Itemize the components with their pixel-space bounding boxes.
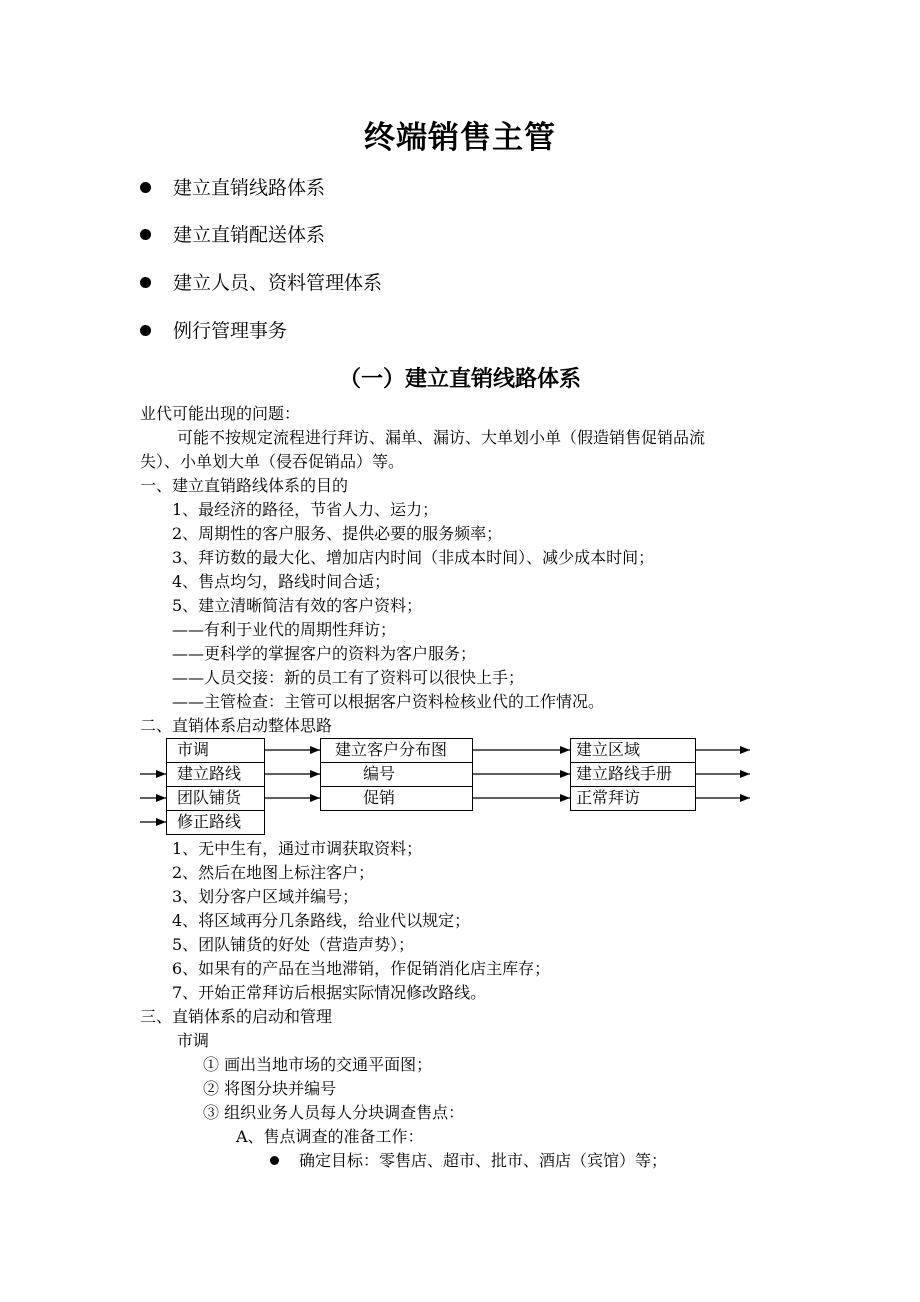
list-item: ——有利于业代的周期性拜访； (172, 620, 397, 639)
bullet-item: 建立直销配送体系 (140, 220, 325, 247)
flow-box-customer-map: 建立客户分布图 (320, 738, 473, 763)
bullet-item: 建立人员、资料管理体系 (140, 268, 382, 295)
bullet-item: 确定目标：零售店、超市、批市、酒店（宾馆）等； (270, 1149, 667, 1172)
part1-heading: 一、建立直销路线体系的目的 (140, 476, 349, 495)
bullet-dot-icon (140, 182, 151, 193)
flow-box-promotion: 促销 (320, 786, 473, 811)
flow-box-numbering: 编号 (320, 762, 473, 787)
section-title: （一）建立直销线路体系 (338, 366, 581, 392)
bullet-dot-icon (270, 1156, 279, 1165)
bullet-item: 建立直销线路体系 (140, 173, 325, 200)
list-item: 1、最经济的路径，节省人力、运力； (172, 500, 439, 519)
step-item: ② 将图分块并编号 (203, 1079, 337, 1098)
list-item: 7、开始正常拜访后根据实际情况修改路线。 (172, 983, 487, 1002)
list-item: ——更科学的掌握客户的资料为客户服务； (172, 644, 477, 663)
list-item: 2、然后在地图上标注客户； (172, 863, 375, 882)
problems-text-line1: 可能不按规定流程进行拜访、漏单、漏访、大单划小单（假造销售促销品流 (177, 428, 706, 447)
list-item: ——人员交接：新的员工有了资料可以很快上手； (172, 668, 525, 687)
problems-heading: 业代可能出现的问题： (140, 404, 301, 423)
list-item: 3、划分客户区域并编号； (172, 887, 359, 906)
sub-a-heading: A、售点调查的准备工作： (236, 1127, 424, 1146)
list-item: ——主管检查：主管可以根据客户资料检核业代的工作情况。 (172, 692, 605, 711)
flow-box-team-distribution: 团队铺货 (166, 786, 265, 811)
flow-box-route-manual: 建立路线手册 (570, 762, 696, 787)
flow-box-build-route: 建立路线 (166, 762, 265, 787)
flow-box-build-region: 建立区域 (570, 738, 696, 763)
flow-box-market-survey: 市调 (166, 738, 265, 763)
problems-text-line2: 失）、小单划大单（侵吞促销品）等。 (140, 452, 405, 471)
bullet-dot-icon (140, 325, 151, 336)
step-item: ③ 组织业务人员每人分块调查售点： (203, 1103, 465, 1122)
part3-heading: 三、直销体系的启动和管理 (140, 1007, 333, 1026)
list-item: 4、将区域再分几条路线，给业代以规定； (172, 911, 471, 930)
list-item: 4、售点均匀，路线时间合适； (172, 572, 391, 591)
list-item: 5、建立清晰简洁有效的客户资料； (172, 596, 423, 615)
bullet-dot-icon (140, 229, 151, 240)
page-title: 终端销售主管 (364, 120, 556, 156)
part3-subheading: 市调 (177, 1031, 210, 1050)
bullet-dot-icon (140, 277, 151, 288)
bullet-item: 例行管理事务 (140, 316, 287, 343)
list-item: 5、团队铺货的好处（营造声势）； (172, 935, 415, 954)
step-item: ① 画出当地市场的交通平面图； (203, 1055, 433, 1074)
list-item: 3、拜访数的最大化、增加店内时间（非成本时间）、减少成本时间； (172, 548, 655, 567)
list-item: 6、如果有的产品在当地滞销，作促销消化店主库存； (172, 959, 551, 978)
part2-heading: 二、直销体系启动整体思路 (140, 716, 333, 735)
flow-box-regular-visit: 正常拜访 (570, 786, 696, 811)
flow-box-revise-route: 修正路线 (166, 810, 265, 835)
list-item: 2、周期性的客户服务、提供必要的服务频率； (172, 524, 503, 543)
list-item: 1、无中生有，通过市调获取资料； (172, 839, 423, 858)
